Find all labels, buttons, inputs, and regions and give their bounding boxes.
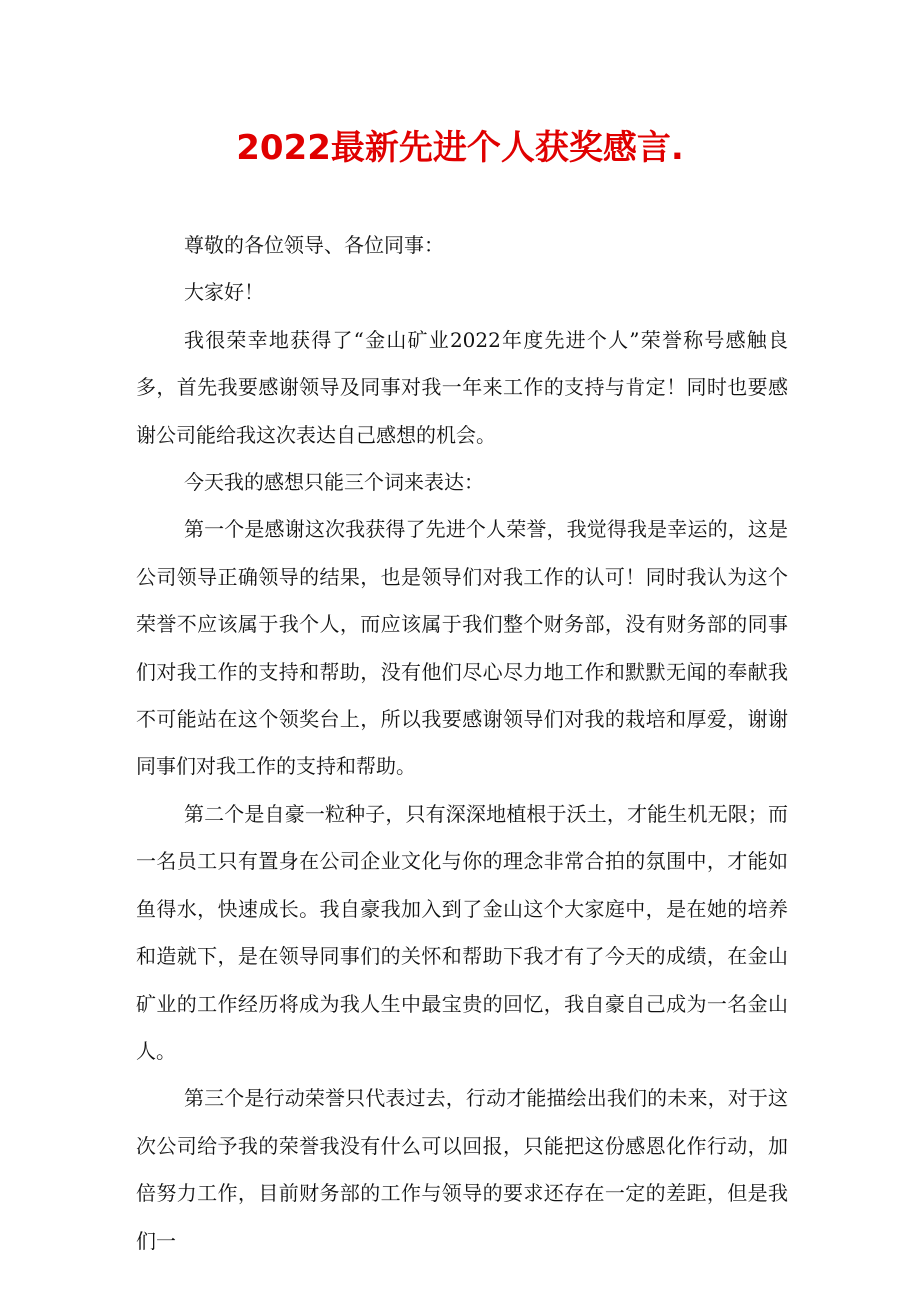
body-paragraph: 我很荣幸地获得了“金山矿业2022年度先进个人”荣誉称号感触良多，首先我要感谢领导及同事对我一年来工作的支持与肯定！同时也要感谢公司能给我这次表达自己感想的机会。 <box>136 327 788 447</box>
body-paragraph: 第三个是行动荣誉只代表过去，行动才能描绘出我们的未来，对于这次公司给予我的荣誉我没有什么可以回报，只能把这份感恩化作行动，加倍努力工作，目前财务部的工作与领导的要求还存在一定的差距，但是我们一 <box>136 1086 788 1253</box>
greeting-paragraph: 大家好！ <box>184 280 264 305</box>
document-body <box>136 222 788 1265</box>
salutation-paragraph: 尊敬的各位领导、各位同事： <box>184 233 444 257</box>
body-paragraph: 第二个是自豪一粒种子，只有深深地植根于沃土，才能生机无限；而一名员工只有置身在公司企业文化与你的理念非常合拍的氛围中，才能如鱼得水，快速成长。我自豪我加入到了金山这个大家庭中，是在她的培养和造就下，是在领导同事们的关怀和帮助下我才有了今天的成绩，在金山矿业的工作经历将成为我人生中最宝贵的回忆，我自豪自己成为一名金山人。 <box>136 801 788 1063</box>
body-paragraph: 第一个是感谢这次我获得了先进个人荣誉，我觉得我是幸运的，这是公司领导正确领导的结果，也是领导们对我工作的认可！同时我认为这个荣誉不应该属于我个人，而应该属于我们整个财务部，没有财务部的同事们对我工作的支持和帮助，没有他们尽心尽力地工作和默默无闻的奉献我不可能站在这个领奖台上，所以我要感谢领导们对我的栽培和厚爱，谢谢同事们对我工作的支持和帮助。 <box>136 517 788 779</box>
document-title: 2022最新先进个人获奖感言. <box>236 128 684 168</box>
body-paragraph: 今天我的感想只能三个词来表达： <box>184 470 484 495</box>
